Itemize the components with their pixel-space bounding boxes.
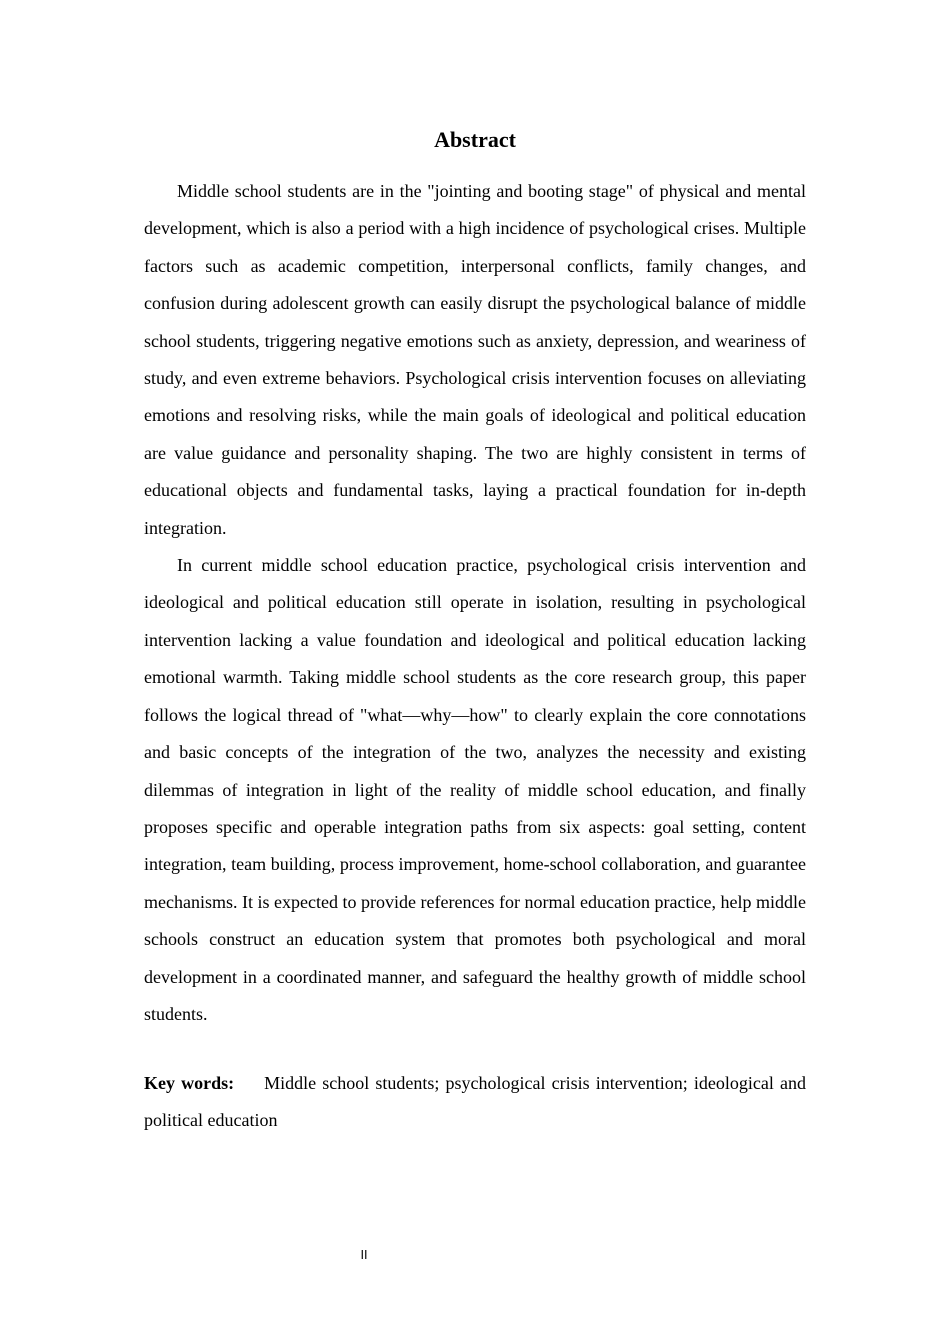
keywords-line [144, 1065, 806, 1140]
keywords-text: Middle school students; psychological crisis intervention; ideological and political education [144, 1073, 806, 1131]
abstract-paragraph-2: In current middle school education practice, psychological crisis intervention and ideological and political education still operate in isolation, resulting in psychological intervention lacking a value foundation and ideological and political education lacking emotional warmth. Taking middle school students as the core research group, this paper follows the logical thread of "what—why—how" to clearly explain the core connotations and basic concepts of the integration of the two, analyzes the necessity and existing dilemmas of integration in light of the reality of middle school education, and finally proposes specific and operable integration paths from six aspects: goal setting, content integration, team building, process improvement, home-school collaboration, and guarantee mechanisms. It is expected to provide references for normal education practice, help middle schools construct an education system that promotes both psychological and moral development in a coordinated manner, and safeguard the healthy growth of middle school students. [144, 555, 806, 1024]
abstract-paragraph-1: Middle school students are in the "jointing and booting stage" of physical and mental development, which is also a period with a high incidence of psychological crises. Multiple factors such as academic competition, interpersonal conflicts, family changes, and confusion during adolescent growth can easily disrupt the psychological balance of middle school students, triggering negative emotions such as anxiety, depression, and weariness of study, and even extreme behaviors. Psychological crisis intervention focuses on alleviating emotions and resolving risks, while the main goals of ideological and political education are value guidance and personality shaping. The two are highly consistent in terms of educational objects and fundamental tasks, laying a practical foundation for in-depth integration. [144, 181, 806, 538]
keywords-label: Key words: [144, 1073, 235, 1093]
abstract-title: Abstract [434, 127, 516, 152]
page-number: II [360, 1248, 368, 1262]
abstract-body [144, 173, 806, 1033]
